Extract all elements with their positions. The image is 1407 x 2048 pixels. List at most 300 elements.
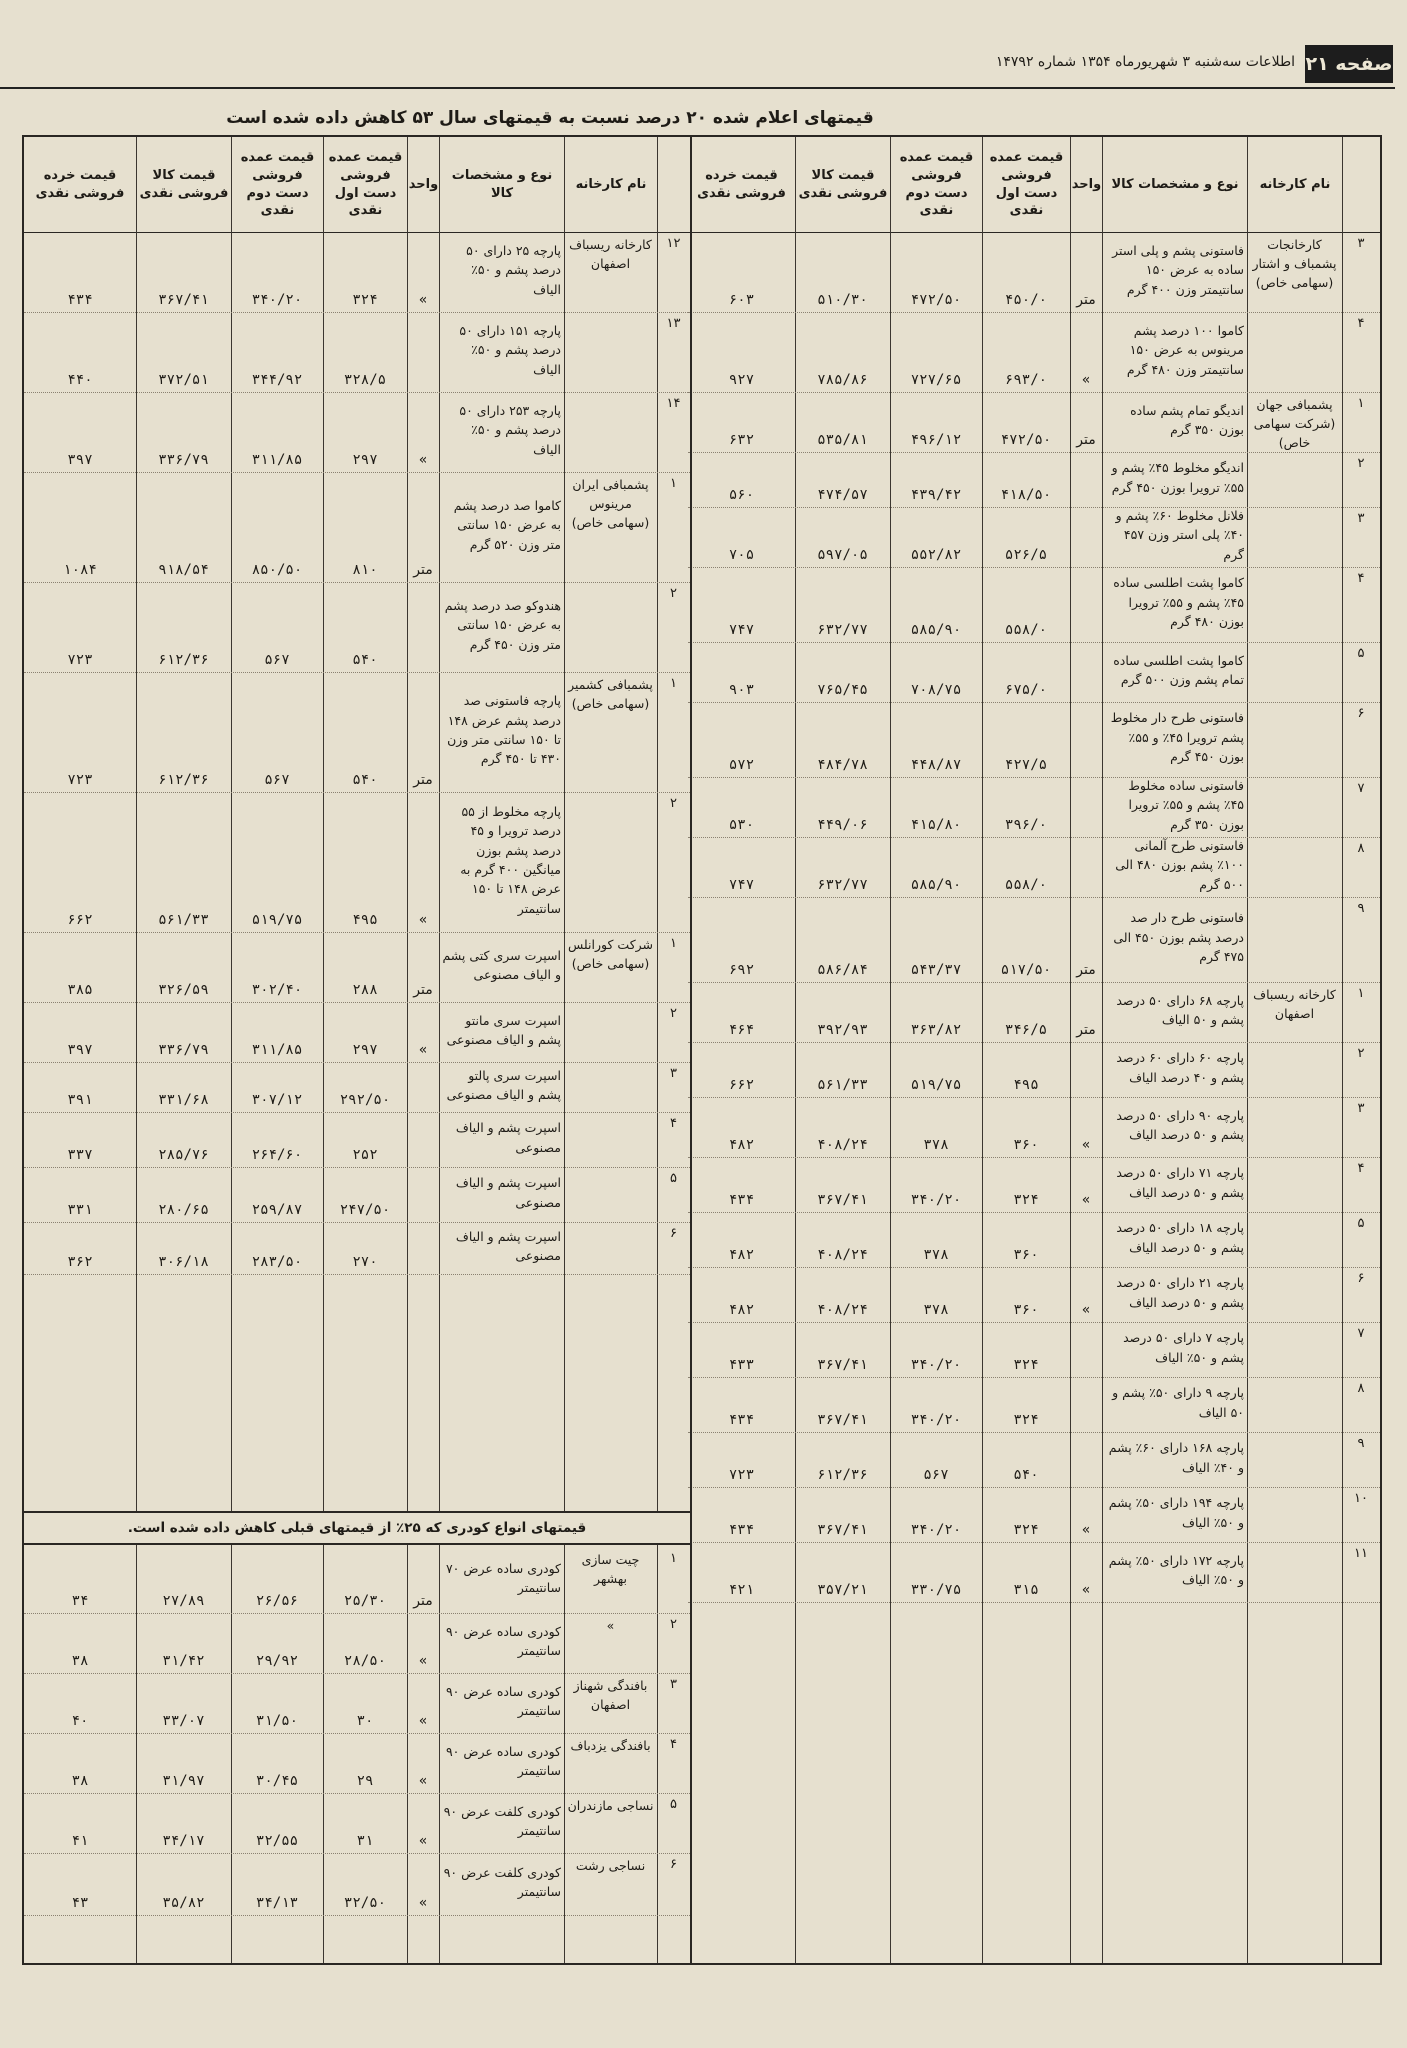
table-row — [688, 897, 1380, 983]
cell-p3: ۶۱۲/۳۶ — [158, 652, 209, 668]
cell-p2: ۳۱۱/۸۵ — [251, 1042, 303, 1058]
cell-idx: ۲ — [1357, 456, 1365, 471]
cell-maker — [564, 792, 657, 932]
cell-p2: ۳۴/۱۳ — [255, 1895, 299, 1911]
table-row — [688, 1267, 1380, 1323]
cell-idx: ۳ — [1357, 236, 1365, 251]
cell-p4: ۳۹۷ — [67, 452, 93, 468]
cell-p1: ۳۹۶/۰ — [1004, 817, 1048, 833]
cell-maker — [564, 1112, 657, 1167]
cell-desc: کودری ساده عرض ۷۰ سانتیمتر — [445, 1560, 561, 1595]
table-row — [688, 702, 1380, 778]
cell-p3: ۳۶۷/۴۱ — [817, 1357, 868, 1373]
table-row — [688, 312, 1380, 393]
cell-unit: » — [1081, 1522, 1091, 1538]
cell-maker — [1247, 1377, 1342, 1432]
cell-unit — [1070, 567, 1102, 642]
cell-p3: ۶۱۲/۳۶ — [817, 1467, 868, 1483]
cell-p3: ۳۶۷/۴۱ — [817, 1522, 868, 1538]
cell-maker: شرکت کورانلس (سهامی خاص) — [567, 937, 654, 971]
cell-p4: ۱۰۸۴ — [63, 562, 97, 578]
cell-unit: متر — [1076, 962, 1096, 978]
cell-p3: ۵۶۱/۳۳ — [158, 912, 209, 928]
cell-unit — [1070, 1377, 1102, 1432]
cell-p3: ۳۰۶/۱۸ — [158, 1254, 209, 1270]
cell-p2: ۴۷۲/۵۰ — [910, 292, 962, 308]
cell-maker — [564, 392, 657, 472]
cell-p1: ۴۷۲/۵۰ — [1000, 432, 1052, 448]
table-row — [24, 1547, 690, 1614]
cell-unit: » — [418, 1773, 428, 1789]
cell-desc: اسپرت سری کتی پشم و الیاف مصنوعی — [442, 947, 561, 982]
cell-p3: ۹۱۸/۵۴ — [158, 562, 209, 578]
header-p1: قیمت عمده فروشی دست اول نقدی — [982, 137, 1070, 232]
cell-idx: ۳ — [1357, 511, 1365, 526]
cell-p3: ۷۸۵/۸۶ — [817, 372, 868, 388]
page-number-badge: صفحه ۲۱ — [1305, 45, 1393, 83]
header-maker: نام کارخانه — [564, 137, 657, 232]
cell-unit: » — [418, 1713, 428, 1729]
cell-p2: ۵۶۷ — [923, 1467, 949, 1483]
header-desc: نوع و مشخصات کالا — [439, 137, 564, 232]
cell-p1: ۲۴۷/۵۰ — [339, 1202, 391, 1218]
cell-maker: بافندگی شهناز اصفهان — [573, 1678, 648, 1712]
cell-unit: متر — [1076, 432, 1096, 448]
cell-p3: ۲۸۰/۶۵ — [158, 1202, 209, 1218]
cell-p3: ۴۰۸/۲۴ — [817, 1302, 868, 1318]
cell-desc: پارچه ۲۵۳ دارای ۵۰ درصد پشم و ۵۰٪ الیاف — [459, 402, 561, 457]
cell-idx: ۵ — [1357, 646, 1365, 661]
cell-p4: ۳۹۷ — [67, 1042, 93, 1058]
cell-unit: » — [1081, 1582, 1091, 1598]
cell-idx: ۷ — [1357, 1326, 1365, 1341]
header-p4: قیمت خرده فروشی نقدی — [35, 167, 125, 201]
cell-p3: ۵۱۰/۳۰ — [817, 292, 868, 308]
cell-p3: ۷۶۵/۴۵ — [817, 682, 868, 698]
cell-p2: ۳۷۸ — [923, 1302, 949, 1318]
cell-idx: ۱ — [670, 936, 677, 951]
cell-p4: ۹۲۷ — [728, 372, 755, 388]
cell-p1: ۳۲۴ — [1013, 1357, 1039, 1373]
cell-p4: ۴۶۴ — [728, 1022, 755, 1038]
cell-p3: ۴۴۹/۰۶ — [817, 817, 868, 833]
cell-p3: ۴۰۸/۲۴ — [817, 1137, 868, 1153]
cell-unit — [1070, 1042, 1102, 1097]
table-row — [688, 1097, 1380, 1158]
cell-maker — [564, 1167, 657, 1222]
cell-p4: ۳۸ — [71, 1773, 89, 1789]
table-row — [24, 1673, 690, 1734]
corduroy-subheading: قیمتهای انواع کودری که ۲۵٪ از قیمتهای قبلی کاهش داده شده است. — [24, 1511, 690, 1545]
cell-desc: اسپرت سری مانتو پشم و الیاف مصنوعی — [446, 1012, 561, 1047]
cell-p3: ۳۳۱/۶۸ — [158, 1092, 209, 1108]
cell-p2: ۵۵۲/۸۲ — [910, 547, 962, 563]
cell-desc: اسپرت سری پالتو پشم و الیاف مصنوعی — [446, 1067, 561, 1102]
cell-p4: ۴۳ — [71, 1895, 89, 1911]
cell-p1: ۳۱۵ — [1013, 1582, 1039, 1598]
table-row — [24, 1613, 690, 1674]
cell-unit: » — [1081, 1302, 1091, 1318]
cell-unit — [1070, 702, 1102, 777]
cell-desc: فاستونی طرح دار مخلوط پشم ترویرا ۴۵٪ و ۵۵٪ بوزن ۴۵۰ گرم — [1110, 710, 1244, 765]
table-row — [24, 232, 690, 313]
cell-p4: ۷۲۳ — [728, 1467, 755, 1483]
cell-p4: ۷۲۳ — [67, 772, 93, 788]
cell-p2: ۳۴۰/۲۰ — [910, 1192, 962, 1208]
cell-idx: ۶ — [1357, 1271, 1365, 1286]
cell-maker — [564, 1002, 657, 1062]
cell-p2: ۳۶۳/۸۲ — [910, 1022, 962, 1038]
cell-p2: ۳۷۸ — [923, 1247, 949, 1263]
cell-p3: ۶۱۲/۳۶ — [158, 772, 209, 788]
cell-idx: ۱۲ — [666, 236, 681, 251]
cell-idx: ۶ — [670, 1226, 677, 1241]
cell-p2: ۵۴۳/۳۷ — [910, 962, 962, 978]
cell-p1: ۲۹۲/۵۰ — [339, 1092, 391, 1108]
cell-p1: ۳۱ — [356, 1833, 374, 1849]
cell-p4: ۷۴۷ — [728, 877, 755, 893]
cell-maker — [564, 582, 657, 672]
table-row — [24, 392, 690, 473]
cell-p1: ۳۶۰ — [1013, 1302, 1039, 1318]
cell-desc: پارچه ۶۸ دارای ۵۰ درصد پشم و ۵۰ الیاف — [1116, 992, 1244, 1027]
cell-p2: ۳۰/۴۵ — [255, 1773, 299, 1789]
cell-unit: » — [418, 1042, 428, 1058]
table-row — [24, 472, 690, 583]
table-row — [24, 1002, 690, 1063]
cell-maker — [1247, 1042, 1342, 1097]
cell-p1: ۳۶۰ — [1013, 1247, 1039, 1263]
cell-unit: » — [418, 1653, 428, 1669]
cell-p2: ۳۱۱/۸۵ — [251, 452, 303, 468]
table-row — [688, 567, 1380, 643]
cell-maker — [1247, 702, 1342, 777]
cell-unit: متر — [413, 982, 433, 998]
cell-idx: ۱ — [1357, 986, 1365, 1001]
masthead-rule — [0, 87, 1395, 89]
cell-p1: ۴۹۵ — [1013, 1077, 1039, 1093]
cell-p2: ۳۴۴/۹۲ — [251, 372, 303, 388]
cell-desc: فلانل مخلوط ۶۰٪ پشم و ۴۰٪ پلی استر وزن ۴۵۷ گرم — [1115, 507, 1244, 562]
cell-p1: ۸۱۰ — [352, 562, 378, 578]
cell-desc: کاموا ۱۰۰ درصد پشم مرینوس به عرض ۱۵۰ سانتیمتر وزن ۴۸۰ گرم — [1126, 322, 1244, 377]
cell-unit: » — [418, 292, 428, 308]
cell-maker — [1247, 642, 1342, 702]
cell-unit: متر — [413, 772, 433, 788]
cell-idx: ۳ — [1357, 1101, 1365, 1116]
cell-desc: پارچه ۱۶۸ دارای ۶۰٪ پشم و ۴۰٪ الیاف — [1108, 1440, 1244, 1475]
cell-p4: ۵۷۲ — [728, 757, 755, 773]
cell-p2: ۲۹/۹۲ — [255, 1653, 299, 1669]
cell-p1: ۵۴۰ — [352, 772, 378, 788]
cell-idx: ۴ — [670, 1737, 677, 1752]
cell-p4: ۴۸۲ — [728, 1247, 755, 1263]
cell-p4: ۷۲۳ — [67, 652, 93, 668]
cell-unit — [1070, 837, 1102, 897]
cell-desc: پارچه ۱۵۱ دارای ۵۰ درصد پشم و ۵۰٪ الیاف — [459, 322, 561, 377]
cell-p4: ۳۳۷ — [67, 1147, 93, 1163]
cell-idx: ۹ — [1357, 1436, 1365, 1451]
table-headline: قیمتهای اعلام شده ۲۰ درصد نسبت به قیمتهای سال ۵۳ کاهش داده شده است — [226, 108, 874, 128]
header-maker: نام کارخانه — [1247, 137, 1342, 232]
cell-p2: ۵۱۹/۷۵ — [910, 1077, 962, 1093]
cell-p4: ۳۳۱ — [67, 1202, 93, 1218]
cell-idx: ۳ — [670, 1677, 677, 1692]
cell-idx: ۱ — [1357, 396, 1365, 411]
cell-maker — [564, 312, 657, 392]
cell-p1: ۴۲۷/۵ — [1004, 757, 1048, 773]
cell-desc: فاستونی ساده مخلوط ۴۵٪ پشم و ۵۵٪ ترویرا بوزن ۳۵۰ گرم — [1128, 777, 1244, 832]
cell-desc: کاموا پشت اطلسی ساده ۴۵٪ پشم و ۵۵٪ ترویرا بوزن ۴۸۰ گرم — [1113, 575, 1244, 630]
table-row — [688, 507, 1380, 568]
table-row — [24, 1167, 690, 1223]
cell-p1: ۵۵۸/۰ — [1004, 622, 1048, 638]
cell-p1: ۲۹ — [356, 1773, 374, 1789]
cell-maker: بافندگی یزدباف — [570, 1738, 651, 1753]
table-row — [24, 1112, 690, 1168]
cell-unit — [407, 1062, 439, 1112]
price-table-left-half — [24, 137, 690, 1963]
cell-p3: ۵۸۶/۸۴ — [817, 962, 868, 978]
table-row — [24, 672, 690, 793]
header-idx — [1342, 137, 1380, 232]
cell-p1: ۵۴۰ — [352, 652, 378, 668]
cell-idx: ۵ — [670, 1797, 677, 1812]
table-row — [24, 932, 690, 1003]
table-row — [688, 1542, 1380, 1603]
table-row — [24, 582, 690, 673]
cell-maker — [1247, 1322, 1342, 1377]
cell-desc: اسپرت پشم و الیاف مصنوعی — [455, 1228, 561, 1263]
cell-desc: اسپرت پشم و الیاف مصنوعی — [455, 1175, 561, 1210]
cell-desc: هندوکو صد درصد پشم به عرض ۱۵۰ سانتی متر وزن ۴۵۰ گرم — [444, 597, 561, 652]
cell-p1: ۳۰ — [356, 1713, 374, 1729]
cell-p2: ۵۸۵/۹۰ — [910, 877, 962, 893]
cell-unit — [1070, 777, 1102, 837]
cell-desc: پارچه ۱۷۲ دارای ۵۰٪ پشم و ۵۰٪ الیاف — [1108, 1552, 1244, 1587]
cell-p2: ۵۶۷ — [264, 652, 290, 668]
cell-p2: ۲۶۴/۶۰ — [251, 1147, 303, 1163]
rows-left — [24, 232, 690, 1963]
cell-desc: پارچه ۲۵ دارای ۵۰ درصد پشم و ۵۰٪ الیاف — [466, 242, 561, 297]
table-row — [688, 1322, 1380, 1378]
cell-idx: ۱ — [670, 1551, 677, 1566]
cell-idx: ۱۱ — [1354, 1546, 1368, 1561]
cell-p2: ۳۱/۵۰ — [255, 1713, 299, 1729]
cell-p2: ۳۴۰/۲۰ — [910, 1357, 962, 1373]
cell-p1: ۲۷۰ — [352, 1254, 378, 1270]
table-row — [688, 642, 1380, 703]
cell-p2: ۵۸۵/۹۰ — [910, 622, 962, 638]
table-header-left — [24, 137, 690, 233]
cell-p2: ۴۴۸/۸۷ — [910, 757, 962, 773]
cell-p3: ۳۵۷/۲۱ — [817, 1582, 868, 1598]
cell-p4: ۵۶۰ — [728, 487, 755, 503]
cell-p2: ۳۷۸ — [923, 1137, 949, 1153]
cell-p3: ۵۶۱/۳۳ — [817, 1077, 868, 1093]
cell-desc: فاستونی پشم و پلی استر ساده به عرض ۱۵۰ سانتیمتر وزن ۴۰۰ گرم — [1112, 242, 1244, 297]
cell-p4: ۶۰۳ — [728, 292, 755, 308]
cell-p4: ۴۸۲ — [728, 1137, 755, 1153]
cell-p4: ۳۸۵ — [67, 982, 93, 998]
cell-p2: ۷۰۸/۷۵ — [910, 682, 962, 698]
cell-maker — [1247, 837, 1342, 897]
cell-desc: پارچه فاستونی صد درصد پشم عرض ۱۴۸ تا ۱۵۰ سانتی متر وزن ۴۳۰ تا ۴۵۰ گرم — [447, 693, 561, 767]
cell-p2: ۲۵۹/۸۷ — [251, 1202, 303, 1218]
table-row — [688, 392, 1380, 453]
cell-maker — [564, 1062, 657, 1112]
cell-idx: ۵ — [670, 1171, 677, 1186]
cell-unit: » — [418, 452, 428, 468]
cell-maker: نساجی رشت — [575, 1858, 646, 1873]
table-row — [24, 1853, 690, 1916]
cell-p3: ۲۸۵/۷۶ — [158, 1147, 209, 1163]
cell-idx: ۲ — [670, 1006, 677, 1021]
table-row — [24, 1733, 690, 1794]
cell-desc: کودری ساده عرض ۹۰ سانتیمتر — [445, 1743, 561, 1778]
cell-unit: » — [1081, 1137, 1091, 1153]
cell-desc: پارچه ۶۰ دارای ۶۰ درصد پشم و ۴۰ درصد الیاف — [1116, 1050, 1244, 1085]
cell-desc: کودری کلفت عرض ۹۰ سانتیمتر — [443, 1864, 561, 1899]
header-p3: قیمت کالا فروشی نقدی — [136, 137, 231, 232]
header-unit: واحد — [1070, 137, 1102, 232]
rows-right — [688, 232, 1380, 1963]
header-p2: قیمت عمده فروشی دست دوم نقدی — [890, 137, 982, 232]
cell-p2: ۴۱۵/۸۰ — [910, 817, 962, 833]
cell-p1: ۳۲۴ — [1013, 1192, 1039, 1208]
cell-p3: ۳۷۲/۵۱ — [158, 372, 209, 388]
cell-p4: ۴۲۱ — [728, 1582, 755, 1598]
cell-p3: ۵۹۷/۰۵ — [817, 547, 868, 563]
cell-p3: ۶۳۲/۷۷ — [817, 622, 868, 638]
cell-p4: ۶۶۲ — [728, 1077, 755, 1093]
cell-p1: ۳۶۰ — [1013, 1137, 1039, 1153]
header-p2: قیمت عمده فروشی دست دوم نقدی — [231, 137, 323, 232]
cell-p1: ۳۴۶/۵ — [1004, 1022, 1048, 1038]
cell-unit: » — [418, 912, 428, 928]
cell-p3: ۶۳۲/۷۷ — [817, 877, 868, 893]
cell-p4: ۵۳۰ — [728, 817, 755, 833]
table-row — [24, 792, 690, 933]
cell-p3: ۳۳۶/۷۹ — [158, 1042, 209, 1058]
table-row — [688, 1487, 1380, 1543]
cell-p4: ۴۳۳ — [728, 1357, 755, 1373]
cell-maker: چیت سازی بهشهر — [581, 1552, 640, 1586]
cell-desc: پارچه ۲۱ دارای ۵۰ درصد پشم و ۵۰ درصد الیاف — [1116, 1275, 1244, 1310]
cell-idx: ۵ — [1357, 1216, 1365, 1231]
cell-p1: ۴۵۰/۰ — [1004, 292, 1048, 308]
cell-idx: ۱ — [670, 476, 677, 491]
cell-p4: ۴۱ — [71, 1833, 89, 1849]
cell-unit: » — [418, 1895, 428, 1911]
cell-p1: ۲۸۸ — [352, 982, 378, 998]
center-divider — [690, 137, 692, 1963]
cell-p2: ۸۵۰/۵۰ — [251, 562, 303, 578]
cell-unit: متر — [1076, 1022, 1096, 1038]
cell-p3: ۳۲۶/۵۹ — [158, 982, 209, 998]
cell-maker: کارخانه ریسباف اصفهان — [569, 237, 652, 271]
cell-p4: ۶۹۲ — [728, 962, 755, 978]
cell-unit — [407, 582, 439, 672]
cell-p2: ۳۰۷/۱۲ — [251, 1092, 303, 1108]
table-row — [688, 452, 1380, 508]
cell-p4: ۶۶۲ — [67, 912, 93, 928]
cell-p4: ۴۴۰ — [67, 372, 93, 388]
cell-idx: ۲ — [670, 1617, 677, 1632]
header-p4: قیمت خرده فروشی نقدی — [697, 167, 786, 201]
cell-p3: ۳۴/۱۷ — [162, 1833, 205, 1849]
cell-idx: ۴ — [670, 1116, 677, 1131]
cell-p3: ۵۳۵/۸۱ — [817, 432, 868, 448]
price-table-right-half — [688, 137, 1380, 1963]
cell-maker: » — [606, 1618, 615, 1633]
cell-p3: ۳۵/۸۲ — [162, 1895, 205, 1911]
cell-p1: ۴۱۸/۵۰ — [1000, 487, 1052, 503]
cell-desc: پارچه مخلوط از ۵۵ درصد ترویرا و ۴۵ درصد پشم بوزن میانگین ۴۰۰ گرم به عرض ۱۴۸ تا ۱۵۰ سانتیمتر — [460, 803, 561, 916]
price-table — [22, 135, 1382, 1965]
cell-idx: ۴ — [1357, 316, 1365, 331]
cell-maker: کارخانجات پشمباف و اشتار (سهامی خاص) — [1252, 237, 1337, 290]
cell-p3: ۴۰۸/۲۴ — [817, 1247, 868, 1263]
cell-desc: پارچه ۷۱ دارای ۵۰ درصد پشم و ۵۰ درصد الیاف — [1116, 1165, 1244, 1200]
cell-p2: ۲۸۳/۵۰ — [251, 1254, 303, 1270]
cell-desc: اندیگو مخلوط ۴۵٪ پشم و ۵۵٪ ترویرا بوزن ۴۵۰ گرم — [1111, 460, 1244, 495]
cell-unit — [1070, 507, 1102, 567]
table-header-right — [688, 137, 1380, 233]
cell-unit: متر — [413, 1593, 433, 1609]
header-unit: واحد — [407, 137, 439, 232]
cell-desc: اسپرت پشم و الیاف مصنوعی — [455, 1120, 561, 1155]
table-row — [688, 777, 1380, 838]
cell-p3: ۳۱/۴۲ — [162, 1653, 205, 1669]
cell-maker: پشمبافی جهان (شرکت سهامی خاص) — [1253, 397, 1336, 450]
table-row — [24, 1062, 690, 1113]
cell-p3: ۲۷/۸۹ — [162, 1593, 205, 1609]
cell-idx: ۱ — [670, 676, 677, 691]
cell-desc: کودری ساده عرض ۹۰ سانتیمتر — [445, 1623, 561, 1658]
header-p3: قیمت کالا فروشی نقدی — [795, 137, 890, 232]
cell-maker — [1247, 1157, 1342, 1212]
cell-maker — [564, 1222, 657, 1274]
cell-p2: ۲۶/۵۶ — [255, 1593, 299, 1609]
cell-unit: متر — [413, 562, 433, 578]
cell-maker — [1247, 1097, 1342, 1157]
cell-maker — [1247, 897, 1342, 982]
cell-maker — [1247, 507, 1342, 567]
table-row — [688, 1042, 1380, 1098]
cell-p4: ۳۴ — [71, 1593, 89, 1609]
cell-p2: ۳۲/۵۵ — [255, 1833, 299, 1849]
cell-idx: ۸ — [1357, 841, 1365, 856]
cell-maker: کارخانه ریسباف اصفهان — [1253, 987, 1336, 1021]
table-row — [688, 837, 1380, 898]
cell-p4: ۷۴۷ — [728, 622, 755, 638]
cell-p1: ۴۹۵ — [352, 912, 378, 928]
cell-p2: ۷۲۷/۶۵ — [910, 372, 962, 388]
table-row — [24, 1222, 690, 1275]
cell-p4: ۴۳۴ — [728, 1192, 755, 1208]
cell-desc: کودری کلفت عرض ۹۰ سانتیمتر — [443, 1803, 561, 1838]
cell-p4: ۳۶۲ — [67, 1254, 93, 1270]
cell-p3: ۳۳۶/۷۹ — [158, 452, 209, 468]
masthead — [0, 45, 1407, 90]
cell-maker — [1247, 452, 1342, 507]
cell-p1: ۲۹۷ — [352, 1042, 378, 1058]
cell-p2: ۵۱۹/۷۵ — [251, 912, 303, 928]
cell-p1: ۳۲/۵۰ — [343, 1895, 387, 1911]
cell-unit — [1070, 642, 1102, 702]
cell-p1: ۶۷۵/۰ — [1004, 682, 1048, 698]
